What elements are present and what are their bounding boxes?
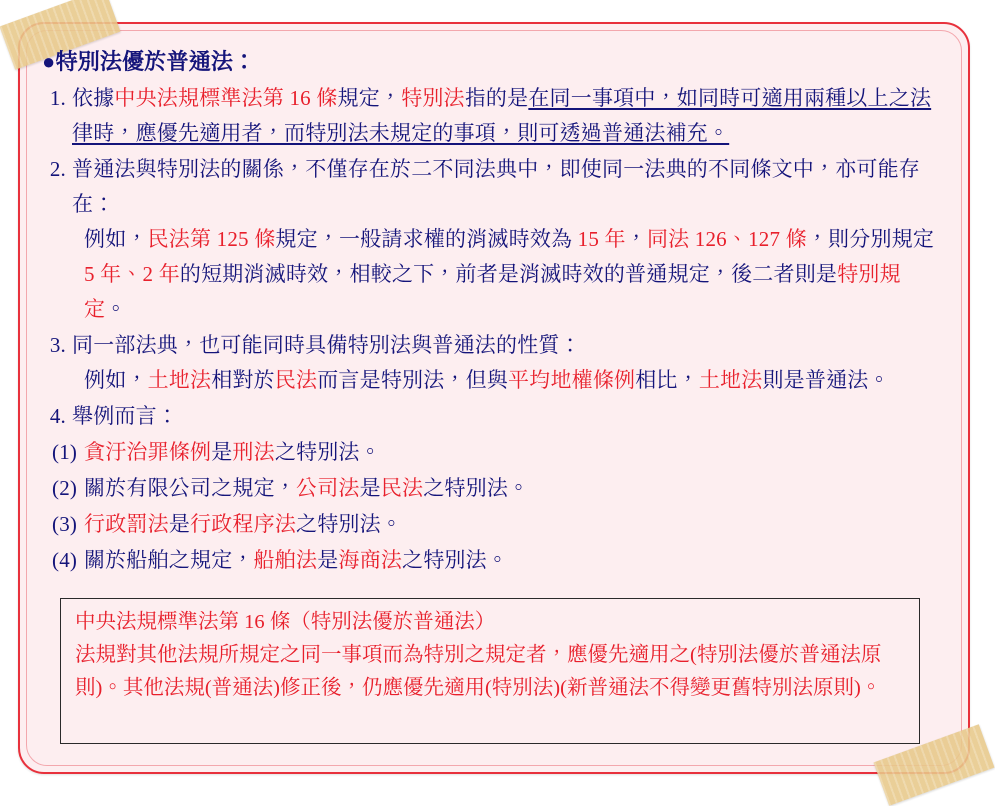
text-segment: 關於船舶之規定， [84, 548, 254, 572]
text-segment: 船舶法 [253, 548, 318, 572]
text-segment: 。 [105, 297, 127, 321]
text-segment: ， [625, 227, 647, 251]
example-item-body [84, 435, 942, 470]
page-title: ●特別法優於普通法： [42, 49, 256, 74]
text-segment: 土地法 [698, 368, 763, 392]
text-segment: 民法第 125 條 [147, 227, 276, 251]
text-segment: 是 [317, 548, 339, 572]
text-segment: 例如， [84, 368, 148, 392]
text-segment: 之特別法。 [274, 440, 381, 464]
text-segment: 例如， [84, 227, 148, 251]
text-segment: 相比， [635, 368, 699, 392]
example-item-marker: (1) [52, 440, 78, 464]
text-segment: 而言是特別法，但與 [317, 368, 509, 392]
text-segment: 是 [211, 440, 233, 464]
text-segment: 平均地權條例 [508, 368, 636, 392]
text-segment: 關於有限公司之規定， [84, 476, 296, 500]
text-segment: 之特別法。 [423, 476, 530, 500]
text-segment: 土地法 [147, 368, 212, 392]
example-item-body [84, 543, 942, 578]
list-item-marker: 4. [49, 404, 66, 428]
list-item-subparagraph [84, 363, 942, 398]
list-item [42, 81, 942, 151]
example-item-body [84, 507, 942, 542]
list-item-subparagraph [84, 222, 942, 327]
example-item [42, 543, 942, 578]
text-segment: 則是普通法。 [762, 368, 890, 392]
text-segment: 之特別法。 [296, 512, 403, 536]
list-item-marker: 3. [49, 333, 66, 357]
text-segment: 中央法規標準法第 16 條 [114, 86, 338, 110]
text-segment: 舉例而言： [72, 404, 178, 428]
text-segment: 之特別法。 [402, 548, 509, 572]
text-segment: 是 [168, 512, 191, 536]
list-item-marker: 1. [49, 86, 66, 110]
example-item [42, 435, 942, 470]
numbered-list [42, 81, 942, 434]
text-segment: 15 年 [577, 227, 626, 251]
list-item [42, 399, 942, 434]
statute-quote-box [60, 598, 920, 744]
text-segment: 規定，一般請求權的消滅時效為 [275, 227, 578, 251]
text-segment: 的短期消滅時效，相較之下，前者是消滅時效的普通規定，後二者則是 [179, 262, 838, 286]
text-segment: 5 年、2 年 [84, 262, 180, 286]
text-segment: 公司法 [296, 476, 360, 500]
text-segment: 特別規定 [84, 262, 901, 321]
list-item-body [72, 152, 942, 222]
text-segment: 規定， [337, 86, 402, 110]
list-item [42, 328, 942, 363]
list-item [42, 152, 942, 222]
text-segment: 行政罰法 [84, 512, 169, 536]
text-segment: 在同一事項中，如同時可適用兩種以上之法律時，應優先適用者，而特別法未規定的事項，則可透過普通法補充。 [72, 86, 932, 145]
text-segment: 指的是 [464, 86, 529, 110]
statute-title: 中央法規標準法第 16 條（特別法優於普通法） [75, 611, 496, 633]
list-item-body [72, 328, 942, 363]
example-item-marker: (4) [52, 548, 78, 572]
text-segment: 刑法 [232, 440, 275, 464]
text-segment: 特別法 [401, 86, 465, 110]
example-item [42, 507, 942, 542]
list-item-body [72, 81, 942, 151]
text-segment: 行政程序法 [190, 512, 297, 536]
text-segment: 相對於 [211, 368, 275, 392]
text-segment: 民法 [274, 368, 318, 392]
example-item-body [84, 471, 942, 506]
example-item-marker: (2) [52, 476, 78, 500]
list-item-body [72, 399, 942, 434]
example-item [42, 471, 942, 506]
statute-body: 法規對其他法規所規定之同一事項而為特別之規定者，應優先適用之(特別法優於普通法原則)。其他法規(普通法)修正後，仍應優先適用(特別法)(新普通法不得變更舊特別法原則)。 [75, 644, 882, 699]
text-segment: ，則分別規定 [806, 227, 935, 251]
list-item-marker: 2. [49, 157, 66, 181]
text-segment: 是 [359, 476, 381, 500]
document-content [42, 44, 942, 578]
text-segment: 海商法 [338, 548, 403, 572]
text-segment: 同法 126、127 條 [646, 227, 807, 251]
text-segment: 貪汙治罪條例 [84, 440, 212, 464]
text-segment: 依據 [72, 86, 115, 110]
text-segment: 同一部法典，也可能同時具備特別法與普通法的性質： [72, 333, 581, 357]
example-list [42, 435, 942, 578]
example-item-marker: (3) [52, 512, 78, 536]
text-segment: 民法 [380, 476, 424, 500]
text-segment: 普通法與特別法的關係，不僅存在於二不同法典中，即使同一法典的不同條文中，亦可能存在： [72, 157, 920, 216]
